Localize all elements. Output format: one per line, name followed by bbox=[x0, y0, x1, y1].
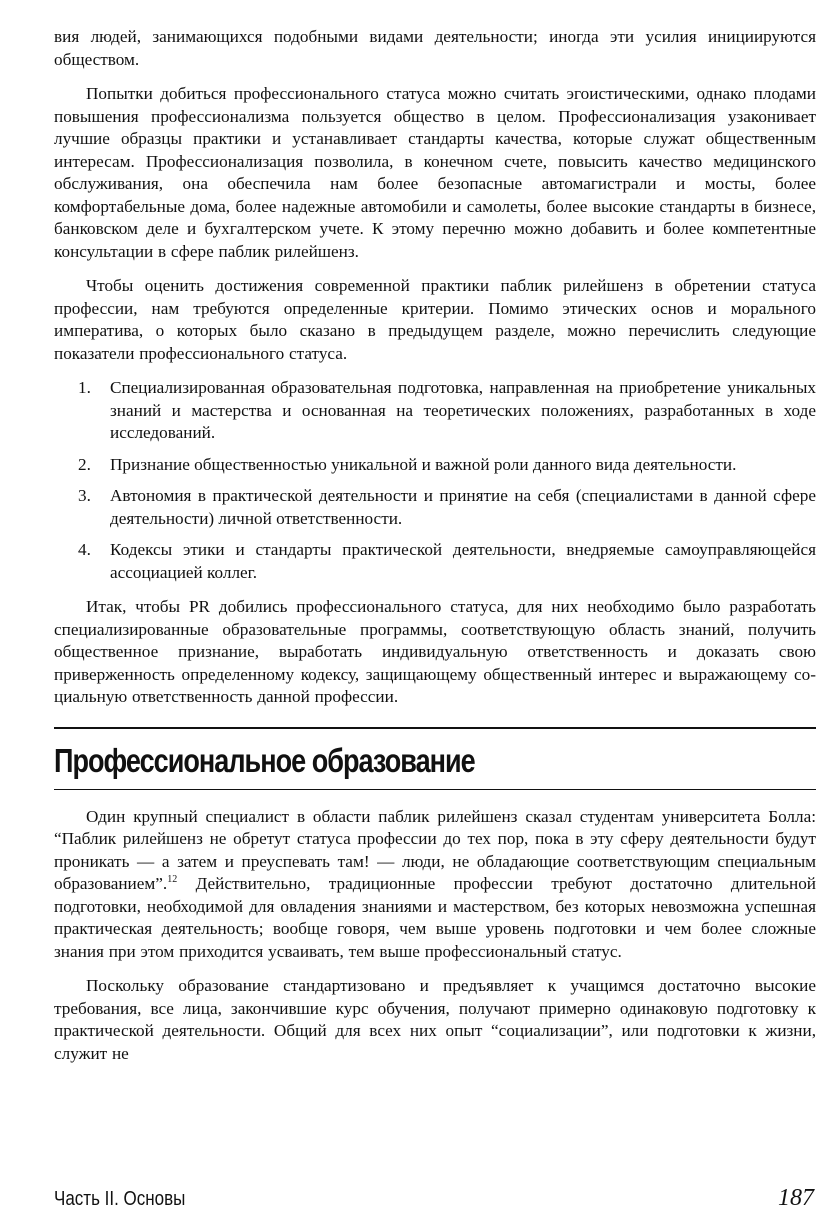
heading-rule-top bbox=[54, 727, 816, 729]
section-heading: Профессиональное образование bbox=[54, 741, 475, 779]
book-page bbox=[54, 26, 816, 1206]
paragraph-summary: Итак, чтобы PR добились профессионального статуса, для них необходимо было разработать специализированные образовательные программы, соответствующую область знаний, получить общественное признание, выработать индивидуальную ответственность и доказать свою приверженность определенному кодексу, защищающему общественный интерес и выражающему социальную ответственность данной профессии. bbox=[54, 597, 816, 706]
list-item bbox=[78, 377, 816, 445]
paragraph-continuation: вия людей, занимающихся подобными видами деятельности; иногда эти усилия инициируются обществом. bbox=[54, 27, 816, 69]
quote-text: Один крупный специалист в области паблик рилейшенз сказал студентам университета Болла: “Паблик рилейшенз не обретут статуса профессии до тех пор, пока в эту сферу деятельности будут проникать — а затем и преуспевать там! — люди, не обладающие соответствующим специальным образованием”. bbox=[54, 806, 816, 893]
running-footer-section: Часть II. Основы bbox=[54, 1188, 186, 1210]
list-item-text: Автономия в практической деятельности и принятие на себя (специалистами в данной сфере деятельности) личной ответственности. bbox=[110, 486, 816, 528]
footnote-marker[interactable]: 12 bbox=[167, 874, 178, 885]
page-number: 187 bbox=[778, 1185, 814, 1211]
list-item bbox=[78, 485, 816, 530]
list-item-text: Признание общественностью уникальной и важной роли данного вида деятельности. bbox=[110, 454, 737, 474]
list-item-number: 4. bbox=[78, 540, 91, 559]
list-item-text: Кодексы этики и стандарты практической деятельности, внедряемые самоуправляющейся ассоциацией коллег. bbox=[110, 540, 816, 582]
paragraph-criteria-intro: Чтобы оценить достижения современной практики паблик рилейшенз в обретении статуса профессии, нам требуются определенные критерии. Помимо этических основ и морального императива, о которых было сказано в предыдущем разделе, можно перечислить следующие показатели профессионального статуса. bbox=[54, 276, 816, 363]
list-item-text: Специализированная образовательная подготовка, направленная на приобретение уникальных знаний и мастерства и основанная на теоретических положениях, разработанных в ходе исследований. bbox=[110, 378, 816, 442]
list-item-number: 2. bbox=[78, 454, 91, 474]
list-item bbox=[78, 539, 816, 584]
paragraph-professionalization: Попытки добиться профессионального статуса можно считать эгоистическими, однако плодами повышения профессионализма пользуется общество в целом. Профессионализация узаконивает лучшие образцы практики и устанавливает стандарты качества, которые служат общественным интересам. Профессионализация позволила, в конечном счете, повысить качество медицинского обслуживания, она обеспечила нам более безопасные автомагистрали и мосты, более комфортабельные дома, более надежные автомобили и самолеты, более высокие стандарты в бизнесе, банковском деле и бухгалтерском учете. К этому перечню можно добавить и более компетентные консультации в сфере паблик рилейшенз. bbox=[54, 84, 816, 261]
paragraph-education-quote bbox=[54, 806, 816, 964]
list-item-number: 3. bbox=[78, 486, 91, 505]
paragraph-education-standard: Поскольку образование стандартизовано и предъявляет к учащимся достаточно высокие требования, все лица, закончившие курс обучения, получают примерно одинаковую подготовку к практической деятельности. Общий для всех них опыт “социализации”, или подготовки к жизни, служит не bbox=[54, 976, 816, 1063]
heading-rule-bottom bbox=[54, 789, 816, 790]
list-item-number: 1. bbox=[78, 378, 91, 397]
criteria-list bbox=[54, 377, 816, 584]
page-footer bbox=[54, 1185, 814, 1215]
list-item bbox=[78, 454, 816, 477]
paragraph-text: Действительно, традиционные профессии требуют достаточно длительной подготовки, необходимой для овладения знаниями и мастерством, без которых невозможна успешная практическая деятельность; вообще говоря, чем выше уровень подготовки и чем более сложные знания при этом приходится усваивать, тем выше профессиональный статус. bbox=[54, 874, 816, 961]
